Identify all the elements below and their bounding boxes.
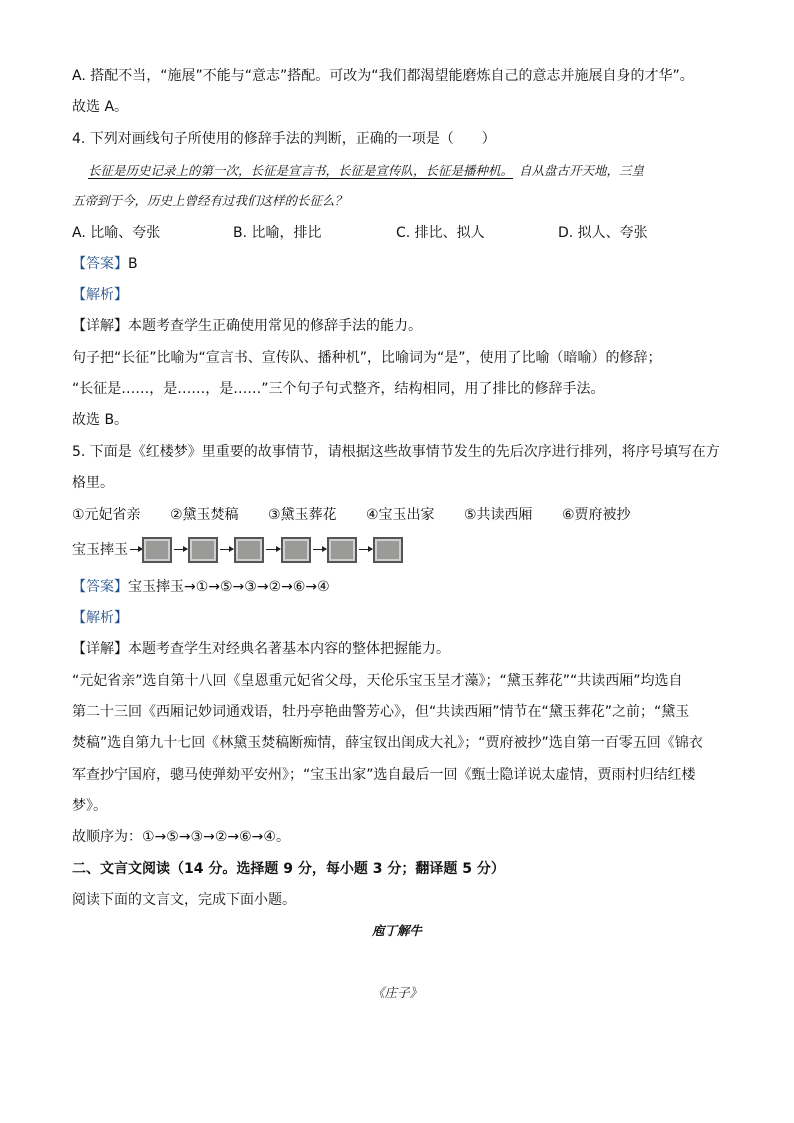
option-a-explanation: A. 搭配不当，“施展”不能与“意志”搭配。可改为“我们都渴望能磨炼自己的意志并施展自身的才华”。: [72, 68, 694, 84]
choose-b-line: 故选 B。: [72, 412, 129, 428]
plot-item-2: ②黛玉焚稿: [170, 507, 239, 523]
option-b: B. 比喻，排比: [233, 225, 322, 241]
reading-instruction: 阅读下面的文言文，完成下面小题。: [72, 892, 296, 908]
detail-tag: 【详解】: [72, 318, 128, 334]
question-5-stem-1: 5. 下面是《红楼梦》里重要的故事情节，请根据这些故事情节发生的先后次序进行排列，将序号填写在方: [72, 444, 720, 460]
sequence-arrow: [174, 549, 187, 550]
section-2-heading: 二、文言文阅读（14 分。选择题 9 分，每小题 3 分；翻译题 5 分）: [72, 861, 505, 877]
sequence-start-label: 宝玉摔玉: [72, 542, 128, 558]
detail-tag: 【详解】: [72, 641, 128, 657]
answer-value: 宝玉摔玉→①→⑤→③→②→⑥→④: [128, 579, 330, 595]
answer-tag: 【答案】: [72, 579, 128, 595]
paragraph-line-1: “元妃省亲”选自第十八回《皇恩重元妃省父母，天伦乐宝玉呈才藻》；“黛玉葬花”“共读西厢”均选自: [72, 673, 683, 689]
detail-text: 本题考查学生正确使用常见的修辞手法的能力。: [128, 318, 422, 334]
plot-item-3: ③黛玉葬花: [268, 507, 337, 523]
sequence-arrow: [220, 549, 233, 550]
detail-line-1: [72, 316, 422, 336]
paragraph-line-2: 第二十三回《西厢记妙词通戏语，牡丹亭艳曲警芳心》，但“共读西厢”情节在“黛玉葬花”之前；“黛玉: [72, 704, 690, 720]
option-c: C. 排比、拟人: [396, 225, 485, 241]
answer-line-1: [72, 254, 138, 274]
detail-text: 本题考查学生对经典名著基本内容的整体把握能力。: [128, 641, 450, 657]
option-d: D. 拟人、夸张: [558, 225, 648, 241]
question-5-stem-2: 格里。: [72, 475, 114, 491]
answer-line-2: [72, 577, 330, 597]
answer-box-3[interactable]: [234, 537, 264, 563]
sequence-arrow: [313, 549, 326, 550]
paragraph-line-5: 梦》。: [72, 798, 107, 814]
underlined-sentence: 长征是历史记录上的第一次，长征是宣言书，长征是宣传队，长征是播种机。: [88, 163, 514, 178]
plot-item-1: ①元妃省亲: [72, 507, 141, 523]
passage-source: 《庄子》: [371, 985, 422, 1000]
analysis-tag: 【解析】: [72, 610, 128, 626]
paragraph-line-3: 焚稿”选自第九十七回《林黛玉焚稿断痴情，薛宝钗出闺成大礼》；“贾府被抄”选自第一百零五回《锦衣: [72, 735, 703, 751]
question-4-stem: 4. 下列对画线句子所使用的修辞手法的判断，正确的一项是（ ）: [72, 131, 496, 147]
explanation-line-2: “长征是……，是……，是……”三个句子句式整齐，结构相同，用了排比的修辞手法。: [72, 381, 605, 397]
plot-item-5: ⑤共读西厢: [464, 507, 533, 523]
answer-tag: 【答案】: [72, 256, 128, 272]
sequence-arrow: [266, 549, 280, 550]
explanation-line-1: 句子把“长征”比喻为“宣言书、宣传队、播种机”，比喻词为“是”，使用了比喻（暗喻）的修辞；: [72, 350, 662, 366]
answer-box-4[interactable]: [281, 537, 311, 563]
passage-continuation: 自从盘古开天地，三皇: [519, 163, 645, 178]
sequence-arrow: [359, 549, 372, 550]
choose-a-line: 故选 A。: [72, 99, 129, 115]
answer-box-5[interactable]: [327, 537, 357, 563]
passage-title: 庖丁解牛: [371, 923, 422, 938]
order-line: 故顺序为：①→⑤→③→②→⑥→④。: [72, 829, 290, 845]
plot-item-4: ④宝玉出家: [366, 507, 435, 523]
answer-value: B: [128, 256, 138, 272]
question-4-passage-line-2: 五帝到于今，历史上曾经有过我们这样的长征么？: [72, 193, 348, 208]
answer-box-1[interactable]: [142, 537, 172, 563]
answer-box-6[interactable]: [373, 537, 403, 563]
detail-line-2: [72, 639, 450, 659]
question-4-passage-line-1: [88, 161, 644, 181]
answer-box-2[interactable]: [188, 537, 218, 563]
paragraph-line-4: 军查抄宁国府，骢马使弹劾平安州》；“宝玉出家”选自最后一回《甄士隐详说太虚情，贾雨村归结红楼: [72, 767, 696, 783]
sequence-arrow: [130, 549, 142, 550]
plot-item-6: ⑥贾府被抄: [562, 507, 631, 523]
option-a: A. 比喻、夸张: [72, 225, 161, 241]
analysis-tag: 【解析】: [72, 287, 128, 303]
